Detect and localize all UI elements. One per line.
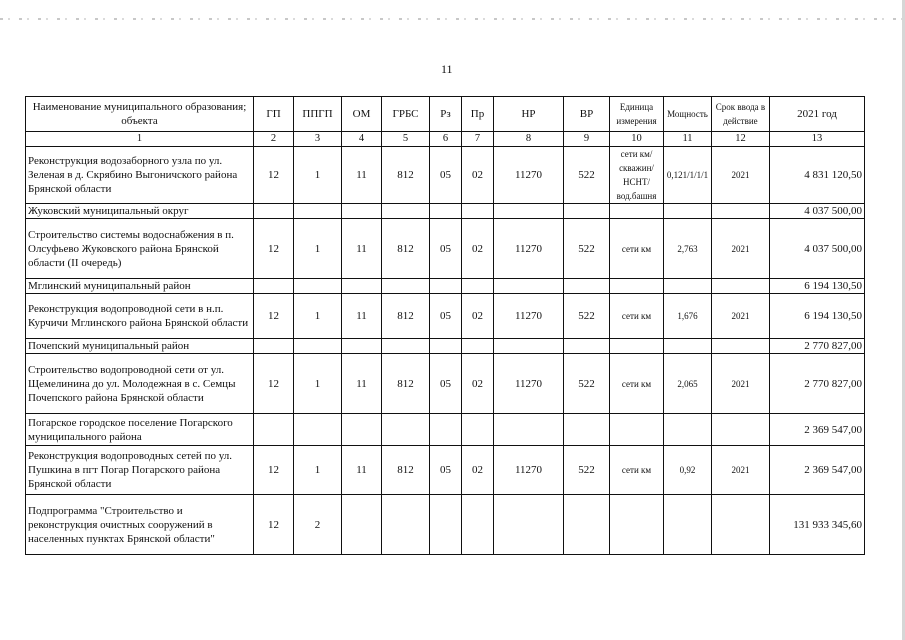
nr-cell: 11270: [494, 219, 564, 279]
amount-2021-cell: 4 037 500,00: [770, 219, 865, 279]
gp-cell: 12: [254, 354, 294, 414]
ppgp-cell: [294, 414, 342, 446]
om-cell: 11: [342, 294, 382, 339]
grbs-cell: [382, 414, 430, 446]
grbs-cell: 812: [382, 354, 430, 414]
row-name: Строительство водопроводной сети от ул. Щемелинина до ул. Молодежная в с. Семцы Почепского района Брянской области: [26, 354, 254, 414]
budget-table: [25, 96, 865, 555]
header-om: ОМ: [342, 97, 382, 132]
unit-cell: сети км/скважин/НСНТ/вод.башня: [610, 147, 664, 204]
row-name: Подпрограмма "Строительство и реконструкция очистных сооружений в населенных пунктах Брянской области": [26, 495, 254, 555]
om-cell: [342, 204, 382, 219]
ppgp-cell: [294, 339, 342, 354]
nr-cell: [494, 495, 564, 555]
subtotal-row: [26, 204, 865, 219]
row-name: Строительство системы водоснабжения в п. Олсуфьево Жуковского района Брянской области (II очередь): [26, 219, 254, 279]
column-number: 12: [712, 132, 770, 147]
pr-cell: [462, 339, 494, 354]
rz-cell: 05: [430, 219, 462, 279]
unit-cell: сети км: [610, 354, 664, 414]
amount-2021-cell: 2 369 547,00: [770, 446, 865, 495]
unit-cell: сети км: [610, 294, 664, 339]
rz-cell: 05: [430, 446, 462, 495]
capacity-cell: 2,065: [664, 354, 712, 414]
unit-cell: [610, 414, 664, 446]
gp-cell: [254, 204, 294, 219]
header-vr: ВР: [564, 97, 610, 132]
vr-cell: [564, 279, 610, 294]
nr-cell: [494, 204, 564, 219]
amount-2021-cell: 2 369 547,00: [770, 414, 865, 446]
header-pr: Пр: [462, 97, 494, 132]
term-cell: 2021: [712, 147, 770, 204]
amount-2021-cell: 4 831 120,50: [770, 147, 865, 204]
vr-cell: 522: [564, 147, 610, 204]
vr-cell: 522: [564, 354, 610, 414]
pr-cell: 02: [462, 354, 494, 414]
gp-cell: 12: [254, 446, 294, 495]
header-nr: НР: [494, 97, 564, 132]
amount-2021-cell: 131 933 345,60: [770, 495, 865, 555]
om-cell: 11: [342, 147, 382, 204]
column-number: 8: [494, 132, 564, 147]
rz-cell: [430, 495, 462, 555]
row-name: Реконструкция водопроводной сети в н.п. Курчичи Мглинского района Брянской области: [26, 294, 254, 339]
capacity-cell: [664, 204, 712, 219]
rz-cell: 05: [430, 354, 462, 414]
term-cell: 2021: [712, 354, 770, 414]
pr-cell: 02: [462, 446, 494, 495]
capacity-cell: 2,763: [664, 219, 712, 279]
page-number: 11: [441, 62, 453, 76]
gp-cell: [254, 279, 294, 294]
capacity-cell: 0,121/1/1/1: [664, 147, 712, 204]
grbs-cell: [382, 495, 430, 555]
vr-cell: 522: [564, 219, 610, 279]
term-cell: 2021: [712, 294, 770, 339]
amount-2021-cell: 2 770 827,00: [770, 354, 865, 414]
column-number: 10: [610, 132, 664, 147]
rz-cell: [430, 204, 462, 219]
ppgp-cell: 1: [294, 147, 342, 204]
header-unit: Единица измерения: [610, 97, 664, 132]
term-cell: [712, 495, 770, 555]
table-body: [26, 147, 865, 555]
amount-2021-cell: 6 194 130,50: [770, 294, 865, 339]
row-name: Почепский муниципальный район: [26, 339, 254, 354]
column-number: 2: [254, 132, 294, 147]
rz-cell: 05: [430, 147, 462, 204]
grbs-cell: 812: [382, 147, 430, 204]
row-name: Погарское городское поселение Погарского муниципального района: [26, 414, 254, 446]
gp-cell: 12: [254, 495, 294, 555]
om-cell: [342, 414, 382, 446]
rz-cell: [430, 414, 462, 446]
row-name: Реконструкция водопроводных сетей по ул. Пушкина в пгт Погар Погарского района Брянской области: [26, 446, 254, 495]
ppgp-cell: 1: [294, 354, 342, 414]
unit-cell: сети км: [610, 446, 664, 495]
pr-cell: [462, 495, 494, 555]
object-row: [26, 354, 865, 414]
pr-cell: [462, 204, 494, 219]
capacity-cell: 1,676: [664, 294, 712, 339]
vr-cell: [564, 339, 610, 354]
column-number: 9: [564, 132, 610, 147]
grbs-cell: 812: [382, 219, 430, 279]
term-cell: [712, 339, 770, 354]
om-cell: 11: [342, 446, 382, 495]
table-header-row: [26, 97, 865, 132]
amount-2021-cell: 2 770 827,00: [770, 339, 865, 354]
column-number: 7: [462, 132, 494, 147]
column-number: 13: [770, 132, 865, 147]
header-capacity: Мощность: [664, 97, 712, 132]
unit-cell: сети км: [610, 219, 664, 279]
capacity-cell: [664, 495, 712, 555]
nr-cell: 11270: [494, 446, 564, 495]
unit-cell: [610, 339, 664, 354]
om-cell: [342, 279, 382, 294]
om-cell: 11: [342, 219, 382, 279]
column-number: 5: [382, 132, 430, 147]
pr-cell: [462, 414, 494, 446]
header-grbs: ГРБС: [382, 97, 430, 132]
gp-cell: [254, 414, 294, 446]
term-cell: 2021: [712, 446, 770, 495]
header-ppgp: ППГП: [294, 97, 342, 132]
column-number: 4: [342, 132, 382, 147]
unit-cell: [610, 279, 664, 294]
vr-cell: [564, 204, 610, 219]
subtotal-row: [26, 279, 865, 294]
rz-cell: [430, 339, 462, 354]
vr-cell: 522: [564, 446, 610, 495]
header-name: Наименование муниципального образования; объекта: [26, 97, 254, 132]
term-cell: [712, 414, 770, 446]
capacity-cell: [664, 279, 712, 294]
grbs-cell: 812: [382, 294, 430, 339]
pr-cell: [462, 279, 494, 294]
rz-cell: [430, 279, 462, 294]
header-year-2021: 2021 год: [770, 97, 865, 132]
column-number: 1: [26, 132, 254, 147]
unit-cell: [610, 495, 664, 555]
nr-cell: [494, 279, 564, 294]
ppgp-cell: 1: [294, 446, 342, 495]
ppgp-cell: [294, 204, 342, 219]
vr-cell: [564, 414, 610, 446]
gp-cell: [254, 339, 294, 354]
header-term: Срок ввода в действие: [712, 97, 770, 132]
term-cell: 2021: [712, 219, 770, 279]
ppgp-cell: 1: [294, 219, 342, 279]
capacity-cell: 0,92: [664, 446, 712, 495]
amount-2021-cell: 6 194 130,50: [770, 279, 865, 294]
gp-cell: 12: [254, 147, 294, 204]
object-row: [26, 446, 865, 495]
gp-cell: 12: [254, 294, 294, 339]
nr-cell: 11270: [494, 294, 564, 339]
om-cell: [342, 495, 382, 555]
om-cell: 11: [342, 354, 382, 414]
object-row: [26, 294, 865, 339]
pr-cell: 02: [462, 219, 494, 279]
vr-cell: 522: [564, 294, 610, 339]
nr-cell: [494, 414, 564, 446]
unit-cell: [610, 204, 664, 219]
header-gp: ГП: [254, 97, 294, 132]
header-rz: Рз: [430, 97, 462, 132]
scan-artifact-line: [0, 18, 905, 20]
grbs-cell: [382, 204, 430, 219]
term-cell: [712, 279, 770, 294]
om-cell: [342, 339, 382, 354]
column-number: 3: [294, 132, 342, 147]
amount-2021-cell: 4 037 500,00: [770, 204, 865, 219]
pr-cell: 02: [462, 147, 494, 204]
column-number-row: [26, 132, 865, 147]
capacity-cell: [664, 339, 712, 354]
grbs-cell: [382, 339, 430, 354]
nr-cell: 11270: [494, 354, 564, 414]
nr-cell: [494, 339, 564, 354]
row-name: Жуковский муниципальный округ: [26, 204, 254, 219]
object-row: [26, 219, 865, 279]
pr-cell: 02: [462, 294, 494, 339]
subtotal-row: [26, 414, 865, 446]
grbs-cell: [382, 279, 430, 294]
column-number: 11: [664, 132, 712, 147]
term-cell: [712, 204, 770, 219]
object-row: [26, 147, 865, 204]
grbs-cell: 812: [382, 446, 430, 495]
rz-cell: 05: [430, 294, 462, 339]
row-name: Мглинский муниципальный район: [26, 279, 254, 294]
vr-cell: [564, 495, 610, 555]
subtotal-row: [26, 339, 865, 354]
row-name: Реконструкция водозаборного узла по ул. Зеленая в д. Скрябино Выгоничского района Брянской области: [26, 147, 254, 204]
subprogram-row: [26, 495, 865, 555]
nr-cell: 11270: [494, 147, 564, 204]
ppgp-cell: 1: [294, 294, 342, 339]
column-number: 6: [430, 132, 462, 147]
capacity-cell: [664, 414, 712, 446]
gp-cell: 12: [254, 219, 294, 279]
ppgp-cell: 2: [294, 495, 342, 555]
ppgp-cell: [294, 279, 342, 294]
